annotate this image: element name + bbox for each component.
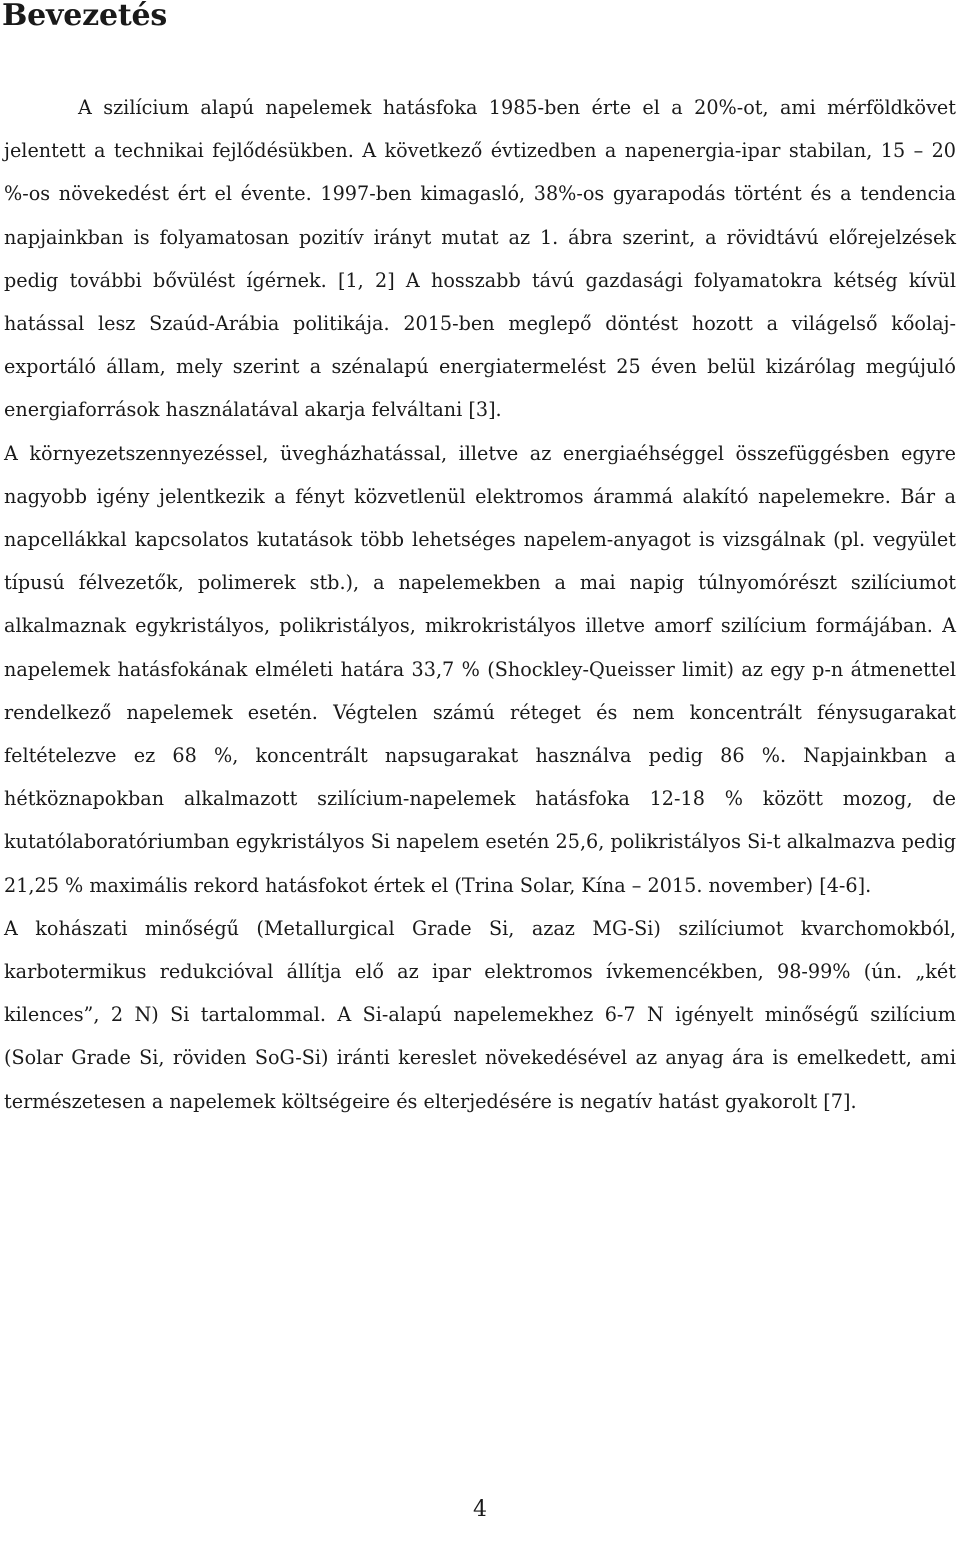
paragraph: A környezetszennyezéssel, üvegházhatással, illetve az energiaéhséggel összefüggésben egyre nagyobb igény jelentkezik a fényt közvetlenül elektromos árammá alakító napelemekre. Bár a napcellákkal kapcsolatos kutatások több lehetséges napelem-anyagot is vizsgálnak (pl. vegyület típusú félvezetők, polimerek stb.), a napelemekben a mai napig túlnyomórészt szilíciumot alkalmaznak egykristályos, polikristályos, mikrokristályos illetve amorf szilícium formájában. A napelemek hatásfokának elméleti határa 33,7 % (Shockley-Queisser limit) az egy p-n átmenettel rendelkező napelemek esetén. Végtelen számú réteget és nem koncentrált fénysugarakat feltételezve ez 68 %, koncentrált napsugarakat használva pedig 86 %. Napjainkban a hétköznapokban alkalmazott szilícium-napelemek hatásfoka 12-18 % között mozog, de kutatólaboratóriumban egykristályos Si napelem esetén 25,6, polikristályos Si-t alkalmazva pedig 21,25 % maximális rekord hatásfokot értek el (Trina Solar, Kína – 2015. november) [4-6].: [4, 441, 956, 897]
section-heading: Bevezetés: [2, 0, 168, 33]
paragraph: A kohászati minőségű (Metallurgical Grade Si, azaz MG-Si) szilíciumot kvarchomokból, karbotermikus redukcióval állítja elő az ipar elektromos ívkemencékben, 98-99% (ún. „két kilences”, 2 N) Si tartalommal. A Si-alapú napelemekhez 6-7 N igényelt minőségű szilícium (Solar Grade Si, röviden SoG-Si) iránti kereslet növekedésével az anyag ára is emelkedett, ami természetesen a napelemek költségeire és elterjedésére is negatív hatást gyakorolt [7].: [4, 916, 956, 1113]
page-number: 4: [473, 1497, 487, 1522]
body-text: [4, 86, 956, 1123]
paragraph: A szilícium alapú napelemek hatásfoka 1985-ben érte el a 20%-ot, ami mérföldkövet jelentett a technikai fejlődésükben. A következő évtizedben a napenergia-ipar stabilan, 15 – 20 %-os növekedést ért el évente. 1997-ben kimagasló, 38%-os gyarapodás történt és a tendencia napjainkban is folyamatosan pozitív irányt mutat az 1. ábra szerint, a rövidtávú előrejelzések pedig további bővülést ígérnek. [1, 2] A hosszabb távú gazdasági folyamatokra kétség kívül hatással lesz Szaúd-Arábia politikája. 2015-ben meglepő döntést hozott a világelső kőolaj-exportáló állam, mely szerint a szénalapú energiatermelést 25 éven belül kizárólag megújuló energiaforrások használatával akarja felváltani [3].: [4, 96, 956, 422]
